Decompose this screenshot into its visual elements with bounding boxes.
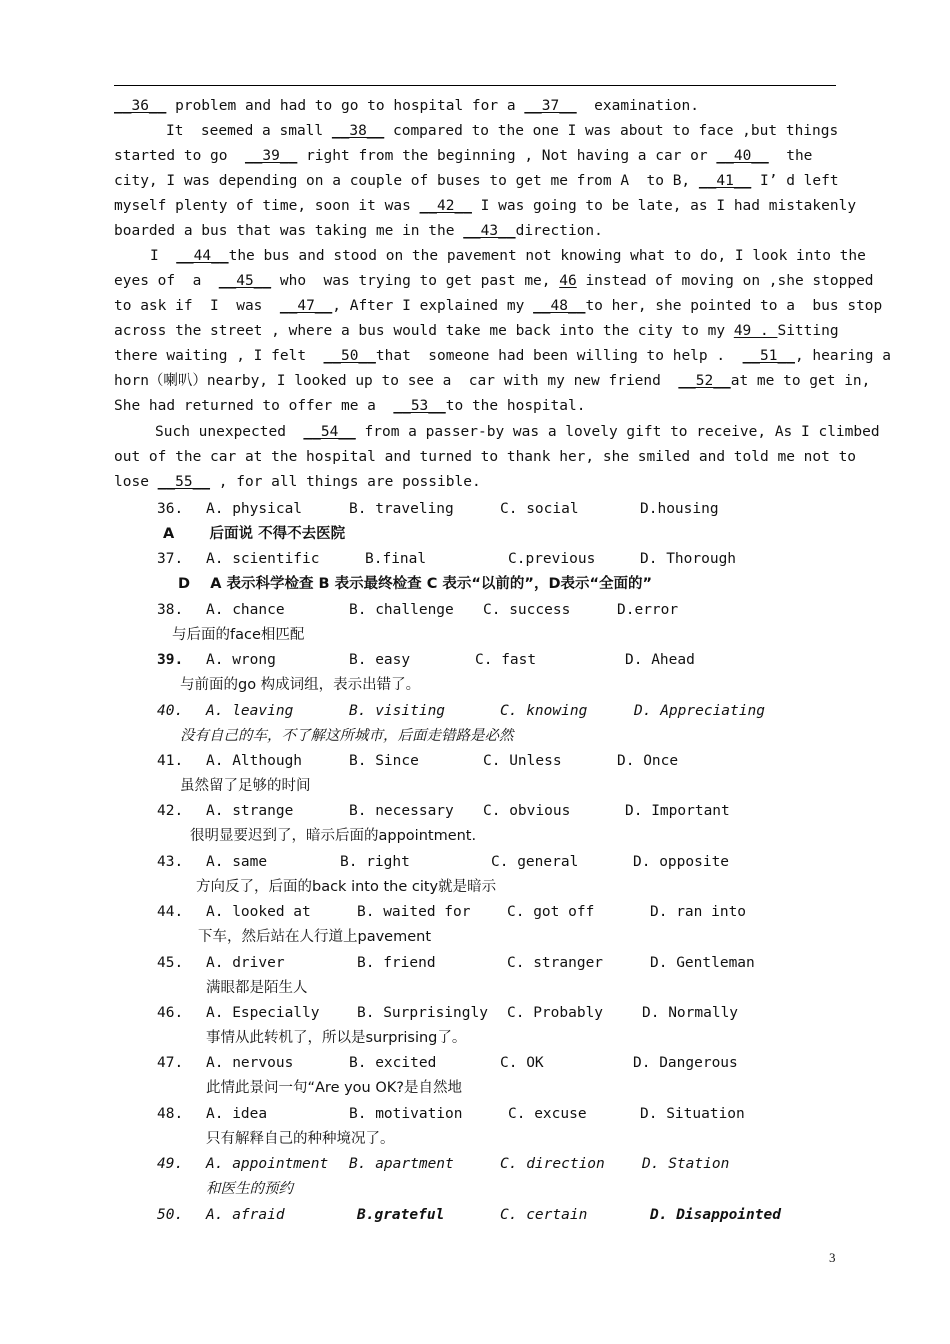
answer-option-d: D. Dangerous [633, 1055, 738, 1072]
passage-line [114, 322, 839, 340]
blank-number: __54__ [303, 424, 356, 440]
passage-line [114, 372, 870, 390]
answer-option-d: D. Important [625, 803, 730, 820]
passage-text: I’ d left [751, 173, 839, 189]
passage-text: eyes of a [114, 273, 219, 289]
blank-number: __37__ [524, 98, 577, 114]
blank-number: __40__ [716, 148, 769, 164]
answer-explanation: 与前面的go 构成词组，表示出错了。 [180, 677, 421, 694]
passage-text: to her, she pointed to a bus stop [585, 298, 883, 314]
question-number: 42. [157, 803, 184, 820]
answer-explanation: 事情从此转机了，所以是surprising了。 [206, 1030, 467, 1046]
question-number: 45. [157, 954, 184, 971]
passage-line [114, 197, 856, 215]
passage-text: there waiting , I felt [114, 348, 324, 364]
blank-number: 49 . [733, 323, 778, 339]
passage-text: who was trying to get past me, [271, 273, 560, 289]
answer-option-d: D. opposite [633, 853, 730, 870]
answer-option-c: C. Unless [483, 753, 562, 769]
blank-number: __41__ [698, 173, 752, 189]
answer-option-b: B. easy [349, 652, 411, 669]
blank-number: __42__ [419, 198, 472, 214]
question-number: 40. [157, 702, 184, 719]
answer-option-b: B. challenge [349, 601, 454, 618]
answer-option-c: C.previous [508, 551, 596, 568]
answer-option-a: A. Although [206, 753, 303, 769]
passage-line [114, 172, 839, 190]
question-number: 44. [157, 904, 184, 921]
answer-option-d: D. Ahead [625, 652, 695, 669]
answer-option-a: A. driver [206, 954, 285, 971]
answer-explanation: 只有解释自己的种种境况了。 [206, 1130, 395, 1147]
question-number: 37. [157, 551, 184, 568]
answer-option-a: A. chance [206, 601, 285, 618]
question-number: 47. [157, 1055, 184, 1072]
answer-option-d: D.error [617, 601, 679, 618]
passage-text: that someone had been willing to help . [375, 348, 743, 364]
answer-option-d: D. Gentleman [650, 954, 755, 971]
passage-text: horn（喇叭）nearby, I looked up to see a car with my new friend [114, 373, 679, 389]
blank-number: __43__ [463, 223, 516, 239]
answer-option-b: B. excited [349, 1055, 437, 1072]
answer-option-c: C. success [483, 601, 571, 618]
passage-text: the [768, 148, 813, 164]
passage-text: , After I explained my [332, 298, 534, 314]
answer-option-b: B. traveling [349, 501, 454, 517]
passage-text: , hearing a [794, 348, 891, 364]
passage-text: It seemed a small [166, 123, 332, 139]
answer-explanation: 下车，然后站在人行道上pavement [198, 929, 432, 946]
question-number: 38. [157, 601, 184, 618]
passage-text: to ask if I was [114, 298, 280, 314]
answer-option-a: A. appointment [206, 1156, 329, 1173]
answer-option-c: C. obvious [483, 803, 571, 820]
answer-option-c: C. knowing [500, 702, 588, 719]
passage-line [114, 397, 585, 415]
answer-option-c: C. Probably [507, 1005, 604, 1021]
passage-text: examination. [576, 98, 699, 114]
passage-text: Sitting [777, 323, 839, 339]
answer-option-b: B. Since [349, 753, 419, 769]
answer-explanation: A 后面说 不得不去医院 [163, 526, 346, 542]
passage-text: city, I was depending on a couple of buses to get me from A to B, [114, 173, 699, 189]
answer-option-a: A. scientific [206, 551, 320, 568]
answer-option-c: C. social [500, 501, 579, 517]
passage-text: lose [114, 474, 158, 490]
passage-text: from a passer-by was a lovely gift to receive, As I climbed [355, 424, 880, 440]
passage-text: , for all things are possible. [210, 474, 481, 490]
answer-option-c: C. certain [500, 1206, 588, 1223]
answer-option-c: C. excuse [508, 1105, 587, 1122]
answer-option-a: A. leaving [206, 702, 294, 719]
passage-line [114, 297, 882, 315]
answer-option-a: A. Especially [206, 1005, 320, 1021]
answer-option-a: A. nervous [206, 1055, 294, 1072]
blank-number: __52__ [678, 373, 731, 389]
blank-number: __44__ [176, 248, 229, 264]
answer-option-b: B. visiting [349, 702, 446, 719]
answer-option-a: A. idea [206, 1105, 268, 1122]
passage-text: direction. [515, 223, 603, 239]
page-number: 3 [829, 1250, 836, 1265]
passage-text: to the hospital. [445, 398, 586, 414]
question-number: 43. [157, 853, 184, 870]
passage-line [114, 97, 699, 115]
answer-option-d: D.housing [640, 501, 719, 517]
passage-text: She had returned to offer me a [114, 398, 394, 414]
answer-option-c: C. stranger [507, 954, 604, 971]
passage-line [150, 247, 866, 265]
answer-option-d: D. Thorough [640, 551, 737, 568]
answer-option-a: A. afraid [206, 1206, 285, 1223]
answer-option-b: B.grateful [357, 1206, 445, 1223]
passage-text: compared to the one I was about to face ,but things [384, 123, 839, 139]
passage-text: started to go [114, 148, 245, 164]
answer-option-c: C. OK [500, 1055, 544, 1072]
passage-text: the bus and stood on the pavement not knowing what to do, I look into the [228, 248, 866, 264]
passage-text: right from the beginning , Not having a car or [297, 148, 717, 164]
answer-explanation: 满眼都是陌生人 [206, 979, 308, 996]
answer-explanation: 虽然留了足够的时间 [180, 778, 311, 794]
passage-line [114, 147, 812, 165]
passage-text: across the street , where a bus would take me back into the city to my [114, 323, 734, 339]
blank-number: __51__ [742, 348, 795, 364]
question-number: 39. [157, 652, 184, 669]
question-number: 46. [157, 1005, 184, 1021]
answer-option-b: B. necessary [349, 803, 454, 820]
answer-explanation: 与后面的face相匹配 [172, 626, 305, 643]
passage-text: at me to get in, [730, 373, 871, 389]
answer-option-a: A. same [206, 853, 268, 870]
answer-option-d: D. Disappointed [650, 1206, 781, 1223]
blank-number: __38__ [331, 123, 385, 139]
answer-explanation: 此情此景问一句“Are you OK?是自然地 [206, 1080, 462, 1097]
answer-explanation: 很明显要迟到了，暗示后面的appointment. [190, 828, 477, 845]
answer-explanation: 和医生的预约 [206, 1181, 293, 1198]
answer-option-b: B. apartment [349, 1156, 454, 1173]
question-number: 50. [157, 1206, 184, 1223]
passage-text: out of the car at the hospital and turned to thank her, she smiled and told me not to [114, 449, 857, 465]
answer-option-c: C. direction [500, 1156, 605, 1173]
question-number: 48. [157, 1105, 184, 1122]
passage-text: I [150, 248, 177, 264]
answer-option-d: D. ran into [650, 904, 747, 921]
answer-option-c: C. fast [475, 652, 537, 669]
passage-text: instead of moving on ,she stopped [576, 273, 874, 289]
answer-option-b: B. motivation [349, 1105, 463, 1122]
blank-number: __48__ [533, 298, 586, 314]
passage-text: myself plenty of time, soon it was [114, 198, 420, 214]
answer-option-c: C. general [491, 853, 579, 870]
blank-number: 46 [559, 273, 577, 289]
answer-option-b: B.final [365, 551, 427, 568]
blank-number: __45__ [218, 273, 272, 289]
passage-text: Such unexpected [155, 424, 304, 440]
answer-explanation: D A 表示科学检查 B 表示最终检查 C 表示“以前的”，D表示“全面的” [178, 576, 653, 593]
answer-option-d: D. Normally [642, 1005, 739, 1021]
answer-option-b: B. Surprisingly [357, 1005, 488, 1021]
blank-number: __36__ [114, 98, 167, 114]
passage-line [166, 122, 839, 140]
answer-option-b: B. friend [357, 954, 436, 971]
answer-option-d: D. Once [617, 753, 679, 769]
answer-option-d: D. Station [642, 1156, 730, 1173]
passage-text: I was going to be late, as I had mistakenly [471, 198, 857, 214]
blank-number: __53__ [393, 398, 446, 414]
passage-line [114, 272, 874, 290]
blank-number: __47__ [279, 298, 333, 314]
question-number: 36. [157, 501, 184, 517]
question-number: 49. [157, 1156, 184, 1173]
answer-explanation: 方向反了，后面的back into the city就是暗示 [196, 878, 497, 895]
passage-line [114, 473, 481, 491]
answer-option-a: A. physical [206, 501, 303, 517]
answer-explanation: 没有自己的车，不了解这所城市，后面走错路是必然 [180, 727, 514, 744]
header-rule [114, 85, 836, 86]
passage-line [114, 347, 891, 365]
blank-number: __55__ [157, 474, 211, 490]
answer-option-a: A. strange [206, 803, 294, 820]
answer-option-d: D. Situation [640, 1105, 745, 1122]
answer-option-a: A. wrong [206, 652, 276, 669]
answer-option-a: A. looked at [206, 904, 311, 921]
answer-option-b: B. right [340, 853, 410, 870]
passage-line [114, 448, 856, 466]
passage-line [155, 423, 880, 441]
answer-option-c: C. got off [507, 904, 595, 921]
blank-number: __50__ [323, 348, 376, 364]
passage-text: boarded a bus that was taking me in the [114, 223, 464, 239]
passage-text: problem and had to go to hospital for a [166, 98, 525, 114]
passage-line [114, 222, 603, 240]
blank-number: __39__ [244, 148, 298, 164]
answer-option-d: D. Appreciating [634, 702, 765, 719]
answer-option-b: B. waited for [357, 904, 471, 921]
question-number: 41. [157, 753, 184, 769]
